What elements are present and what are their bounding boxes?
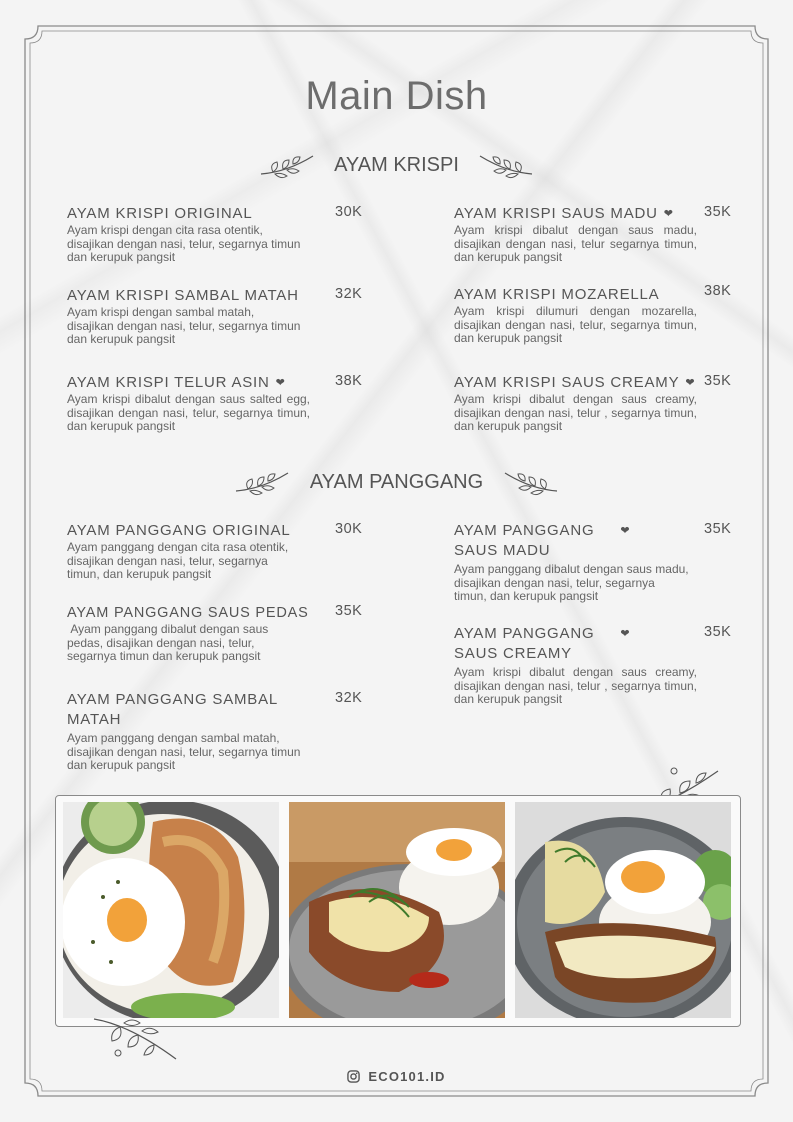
item-name: AYAM KRISPI SAMBAL MATAH (67, 287, 299, 304)
item-price: 35K (704, 373, 732, 389)
item-description: Ayam krispi dibalut dengan saus creamy, disajikan dengan nasi, telur , segarnya timun, dan kerupuk pangsit (454, 665, 697, 706)
leaf-branch-icon (234, 467, 290, 497)
item-name: AYAM KRISPI SAUS CREAMY (454, 374, 680, 391)
leaf-branch-icon (90, 1015, 180, 1063)
menu-item (454, 624, 739, 707)
item-price: 38K (704, 283, 732, 299)
section-header-ayam-panggang (0, 467, 793, 497)
leaf-branch-icon (259, 150, 315, 180)
item-name: AYAM KRISPI ORIGINAL (67, 205, 253, 222)
item-name-line-2: SAUS CREAMY (454, 645, 572, 662)
item-description: Ayam krispi dilumuri dengan mozarella, disajikan dengan nasi, telur, segarnya timun, dan kerupuk pangsit (454, 304, 697, 345)
item-name: AYAM PANGGANG ORIGINAL (67, 522, 291, 539)
heart-icon: ❤ (620, 628, 631, 640)
menu-item (454, 521, 739, 604)
section-title: AYAM KRISPI (334, 153, 459, 176)
item-name-line-2: SAUS MADU (454, 542, 551, 559)
item-name-line-1: AYAM PANGGANG SAMBAL (67, 691, 279, 708)
menu-item (454, 373, 739, 434)
menu-item (67, 521, 367, 582)
item-description: Ayam panggang dibalut dengan saus pedas, disajikan dengan nasi, telur, segarnya timun dan kerupuk pangsit (67, 622, 272, 663)
item-price: 35K (335, 603, 363, 619)
heart-icon: ❤ (620, 525, 631, 537)
item-description: Ayam panggang dengan cita rasa otentik, disajikan dengan nasi, telur, segarnya timun, dan kerupuk pangsit (67, 540, 289, 581)
section-title: AYAM PANGGANG (309, 470, 484, 493)
leaf-branch-icon (503, 467, 559, 497)
instagram-icon (347, 1070, 360, 1083)
menu-item (67, 286, 367, 347)
item-description: Ayam krispi dengan sambal matah, disajikan dengan nasi, telur, segarnya timun dan kerupuk pangsit (67, 305, 301, 346)
item-name: AYAM PANGGANG SAUS PEDAS (67, 605, 309, 621)
item-price: 32K (335, 286, 363, 302)
item-price: 35K (704, 204, 732, 220)
menu-item (454, 285, 739, 346)
item-description: Ayam panggang dibalut dengan saus madu, disajikan dengan nasi, telur, segarnya timun, dan kerupuk pangsit (454, 562, 689, 603)
page-title: Main Dish (305, 74, 488, 118)
instagram-handle[interactable]: ECO101.ID (368, 1069, 446, 1084)
menu-item (67, 373, 367, 434)
item-name-line-1: AYAM PANGGANG (454, 625, 595, 642)
item-name-line-1: AYAM PANGGANG (454, 522, 595, 539)
item-price: 30K (335, 521, 363, 537)
menu-item (454, 204, 739, 265)
item-price: 38K (335, 373, 363, 389)
footer (0, 1069, 793, 1084)
item-description: Ayam panggang dengan sambal matah, disajikan dengan nasi, telur, segarnya timun dan kerupuk pangsit (67, 731, 301, 772)
food-photo (515, 802, 731, 1018)
item-price: 35K (704, 521, 732, 537)
leaf-branch-icon (478, 150, 534, 180)
food-photo (63, 802, 279, 1018)
item-description: Ayam krispi dibalut dengan saus salted egg, disajikan dengan nasi, telur, segarnya timun, dan kerupuk pangsit (67, 392, 310, 433)
item-price: 32K (335, 690, 363, 706)
item-name: AYAM KRISPI SAUS MADU (454, 205, 658, 222)
item-description: Ayam krispi dibalut dengan saus creamy, disajikan dengan nasi, telur , segarnya timun, dan kerupuk pangsit (454, 392, 697, 433)
item-name: AYAM KRISPI MOZARELLA (454, 286, 660, 303)
item-description: Ayam krispi dengan cita rasa otentik, disajikan dengan nasi, telur, segarnya timun dan kerupuk pangsit (67, 223, 301, 264)
item-price: 30K (335, 204, 363, 220)
photo-gallery (55, 795, 741, 1027)
heart-icon: ❤ (663, 208, 674, 220)
item-name: AYAM KRISPI TELUR ASIN (67, 374, 270, 391)
item-description: Ayam krispi dibalut dengan saus madu, disajikan dengan nasi, telur segarnya timun, dan kerupuk pangsit (454, 223, 697, 264)
menu-item (67, 603, 367, 664)
item-name-line-2: MATAH (67, 711, 122, 728)
food-photo (289, 802, 505, 1018)
menu-item (67, 690, 367, 773)
item-price: 35K (704, 624, 732, 640)
heart-icon: ❤ (275, 377, 286, 389)
section-header-ayam-krispi (0, 150, 793, 180)
heart-icon: ❤ (685, 377, 696, 389)
menu-item (67, 204, 367, 265)
